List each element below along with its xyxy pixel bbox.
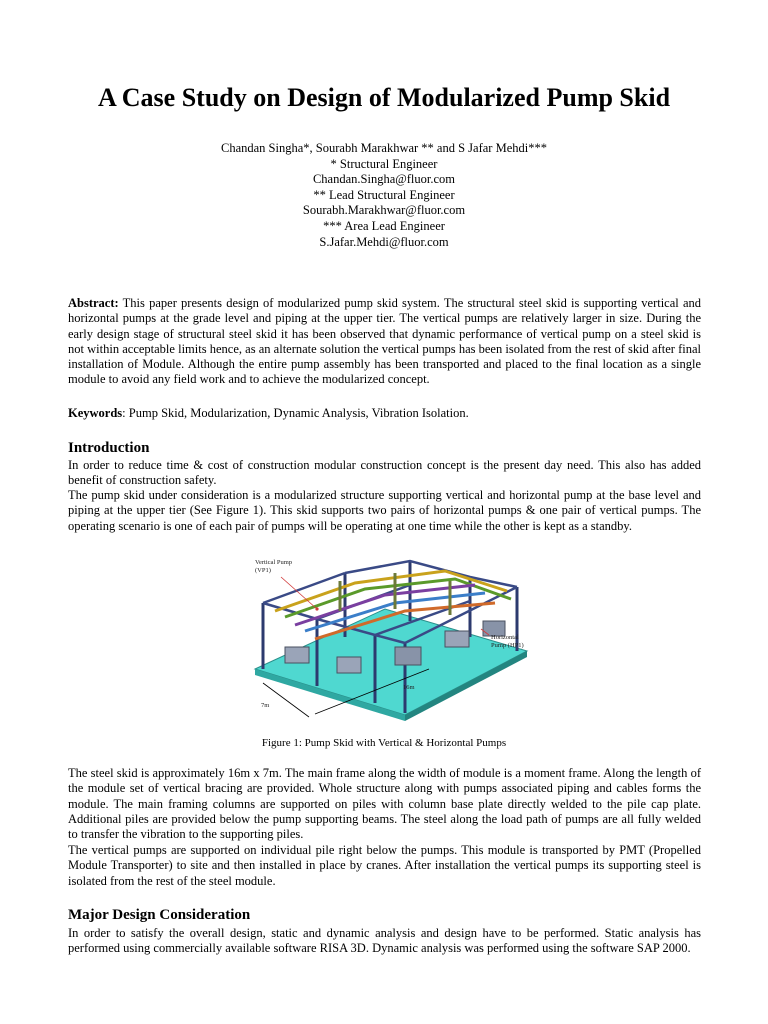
hp1-label-line1: Horizontal (491, 634, 519, 641)
vp1-leader-dot (315, 607, 318, 610)
author-role-3: *** Area Lead Engineer (323, 218, 445, 233)
hp1-label-line2: Pump (HP1) (491, 642, 524, 649)
intro-paragraph-1: In order to reduce time & cost of construction modular construction concept is the present day need. This also has added benefit of construction safety. (68, 458, 701, 488)
author-block (0, 141, 768, 250)
vp1-label-line2: (VP1) (255, 567, 271, 574)
author-email-1: Chandan.Singha@fluor.com (312, 172, 456, 187)
introduction-heading: Introduction (68, 440, 150, 456)
body-paragraph-1: The steel skid is approximately 16m x 7m. The main frame along the width of module is a moment frame. Along the length of the module set of vertical bracing are provided. Whole structure along with pumps associated piping and cables forms the module. The main framing columns are supported on piles with column base plate directly welded to the pile cap plate. Additional piles are provided below the pump supporting beams. The steel along the load path of pumps are all fully welded to transfer the vibration to the supporting piles. (68, 766, 701, 842)
author-role-1: * Structural Engineer (330, 156, 438, 171)
keywords-text: : Pump Skid, Modularization, Dynamic Analysis, Vibration Isolation. (122, 406, 469, 420)
vp1-label-line1: Vertical Pump (255, 559, 293, 566)
figure-caption: Figure 1: Pump Skid with Vertical & Horizontal Pumps (261, 737, 507, 749)
abstract-text: This paper presents design of modularized pump skid system. The structural steel skid is supporting vertical and horizontal pumps at the grade level and piping at the upper tier. The vertical pumps are relatively larger in size. During the early design stage of structural steel skid it has been observed that dynamic performance of vertical pump on a steel skid is not within acceptable limits hence, as an alternate solution the vertical pumps has been isolated from the rest of skid after final installation of Module. Although the entire pump assembly has been transported and placed to the final location as a single module to avoid any field work and to achieve the modularized concept. (68, 296, 701, 387)
design-heading: Major Design Consideration (68, 907, 251, 923)
author-role-2: ** Lead Structural Engineer (313, 187, 455, 202)
keywords-paragraph (68, 406, 701, 421)
body-paragraph-2: The vertical pumps are supported on individual pile right below the pumps. This module is transported by PMT (Propelled Module Transporter) to site and then installed in place by cranes. After installation the vertical pumps its supporting steel is isolated from the rest of the steel module. (68, 843, 701, 888)
paper-title: A Case Study on Design of Modularized Pump Skid (97, 83, 671, 112)
design-paragraph: In order to satisfy the overall design, static and dynamic analysis and design have to be performed. Static analysis has performed using commercially available software RISA 3D. Dynamic analysis was performed using the software SAP 2000. (68, 926, 701, 956)
pump-skid-illustration (245, 551, 535, 721)
author-names: Chandan Singha*, Sourabh Marakhwar ** and S Jafar Mehdi*** (221, 141, 547, 155)
abstract-label: Abstract: (68, 296, 119, 310)
author-email-3: S.Jafar.Mehdi@fluor.com (319, 234, 449, 249)
length-dimension-label: 16m (403, 684, 415, 691)
vp1-leader-line (281, 577, 317, 609)
abstract-paragraph (68, 296, 701, 388)
figure-1 (245, 551, 535, 721)
author-email-2: Sourabh.Marakhwar@fluor.com (302, 203, 466, 218)
intro-paragraph-2: The pump skid under consideration is a modularized structure supporting vertical and horizontal pump at the base level and piping at the upper tier (See Figure 1). This skid supports two pairs of horizontal pumps & one pair of vertical pumps. The operating scenario is one of each pair of pumps will be operating at one time while the other is kept as a standby. (68, 488, 701, 533)
width-dimension-label: 7m (261, 702, 270, 709)
keywords-label: Keywords (68, 406, 123, 420)
